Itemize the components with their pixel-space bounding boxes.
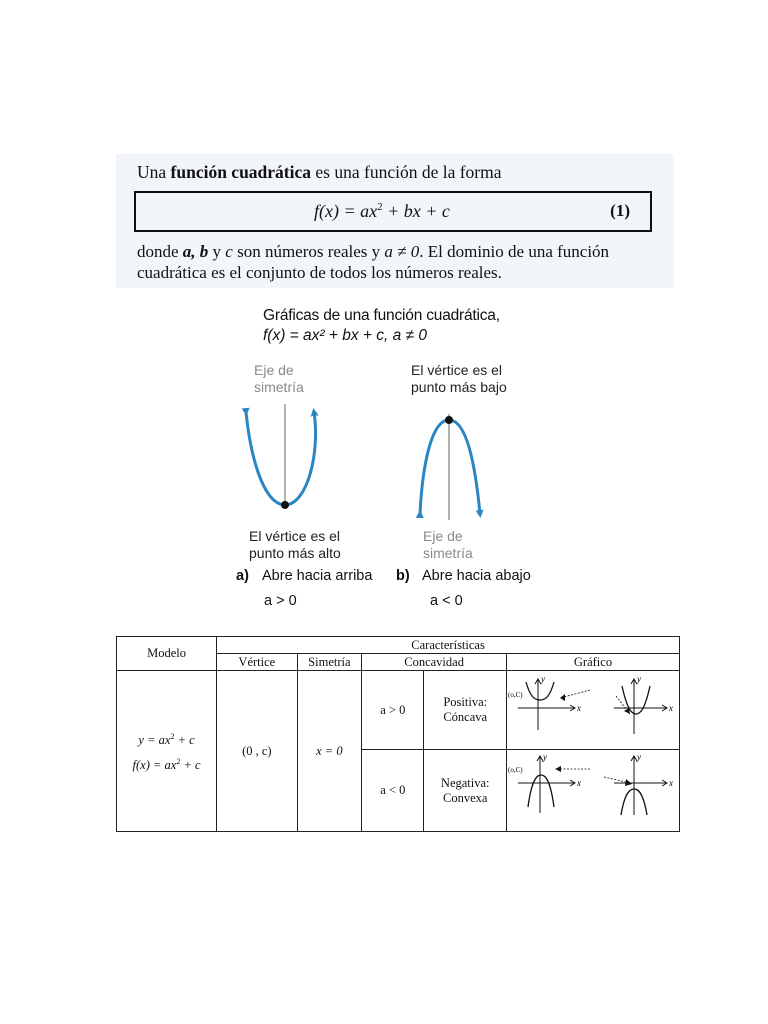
row2-right-y-label: y	[636, 752, 641, 762]
figure-title-formula: f(x) = ax² + bx + c, a ≠ 0	[263, 327, 427, 344]
left-axis-label-line2: simetría	[254, 379, 304, 395]
definition-body	[137, 241, 662, 283]
model-line-1-tail: + c	[174, 733, 195, 747]
left-axis-label-line1: Eje de	[254, 362, 294, 378]
right-vertex-label	[411, 362, 507, 396]
row1-concavity-line2: Cóncava	[443, 710, 488, 724]
model-line-2	[117, 751, 216, 776]
body-text-4: . El dominio de una función cuadrática es el conjunto de todos los números reales.	[137, 242, 610, 282]
formula-rhs: + bx + c	[382, 201, 450, 221]
model-line-2-text: f(x) = ax	[132, 758, 177, 773]
row1-right-y-label: y	[636, 674, 641, 684]
left-vertex-label	[249, 528, 341, 562]
body-text-1: donde	[137, 242, 183, 261]
right-axis-label	[423, 528, 473, 562]
header-vertex: Vértice	[217, 654, 297, 671]
body-vars: a, b	[182, 242, 209, 261]
quadratic-graphs-figure	[230, 302, 530, 622]
row1-left-point-label: (o,C)	[507, 691, 523, 699]
row2-concavity-line2: Convexa	[443, 790, 488, 805]
right-caption-text: Abre hacia abajo	[422, 568, 531, 584]
formula-lhs: f(x) = ax	[314, 201, 378, 221]
header-model: Modelo	[117, 637, 217, 671]
definition-block	[116, 154, 674, 288]
model-line-1-exp: 2	[170, 731, 175, 741]
left-condition: a > 0	[264, 593, 297, 609]
body-text-2: y	[208, 242, 226, 261]
model-line-1	[117, 726, 216, 751]
model-line-2-exp: 2	[176, 757, 181, 766]
formula-exponent: 2	[377, 201, 383, 213]
model-formula-cell	[117, 671, 217, 832]
left-vertex-point	[281, 501, 289, 509]
header-concavity: Concavidad	[362, 654, 507, 671]
right-condition: a < 0	[430, 593, 463, 609]
header-symmetry: Simetría	[297, 654, 362, 671]
intro-text: Una	[137, 162, 171, 182]
row1-graph-cell	[506, 671, 679, 750]
intro-bold-term: función cuadrática	[170, 162, 312, 182]
left-caption-text: Abre hacia arriba	[262, 568, 373, 584]
body-text-3: son números reales y	[232, 242, 385, 261]
row2-left-y-label: y	[542, 752, 547, 762]
right-caption-letter: b)	[396, 568, 410, 584]
row2-concavity	[424, 750, 507, 832]
row2-left-point-label: (o,C)	[507, 765, 523, 774]
definition-intro	[137, 162, 502, 183]
left-caption-letter: a)	[236, 568, 249, 584]
left-vertex-label-line2: punto más alto	[249, 545, 341, 561]
row1-left-curve	[526, 682, 554, 700]
intro-text-end: es una función de la forma	[311, 162, 502, 182]
quadratic-formula	[314, 201, 450, 222]
body-condition: a ≠ 0	[384, 242, 420, 261]
header-characteristics: Características	[217, 637, 680, 654]
right-parabola-curve	[420, 420, 480, 514]
row1-left-y-label: y	[540, 674, 545, 684]
right-axis-label-line2: simetría	[423, 545, 473, 561]
row2-graph-cell	[506, 750, 679, 832]
right-vertex-point	[445, 416, 453, 424]
left-parabola-curve	[246, 412, 316, 505]
row2-left-x-label: x	[576, 777, 581, 788]
model-line-1-text: y = ax	[138, 733, 171, 747]
characteristics-table	[116, 636, 680, 832]
equation-number: (1)	[610, 201, 630, 220]
row1-concavity-line1: Positiva:	[443, 695, 488, 709]
figure-title: Gráficas de una función cuadrática,	[263, 307, 500, 324]
vertex-value: (0 , c)	[217, 671, 297, 832]
row1-mini-graphs	[508, 674, 678, 746]
row2-left-curve	[528, 775, 554, 807]
row1-condition: a > 0	[362, 671, 424, 750]
right-vertex-label-line1: El vértice es el	[411, 362, 503, 378]
model-line-2-tail: + c	[180, 758, 201, 773]
right-vertex-label-line2: punto más bajo	[411, 379, 507, 395]
row1-right-x-label: x	[668, 703, 673, 713]
body-var-c: c	[225, 242, 233, 261]
left-vertex-label-line1: El vértice es el	[249, 528, 341, 544]
row2-mini-graphs	[508, 753, 678, 829]
header-graph: Gráfico	[506, 654, 679, 671]
row1-concavity	[424, 671, 507, 750]
right-axis-label-line1: Eje de	[423, 528, 463, 544]
row2-concavity-line1: Negativa:	[440, 775, 490, 790]
symmetry-value: x = 0	[297, 671, 362, 832]
row1-left-x-label: x	[576, 703, 581, 713]
row2-condition: a < 0	[362, 750, 424, 832]
row2-right-x-label: x	[668, 777, 673, 788]
formula-box	[134, 191, 652, 232]
